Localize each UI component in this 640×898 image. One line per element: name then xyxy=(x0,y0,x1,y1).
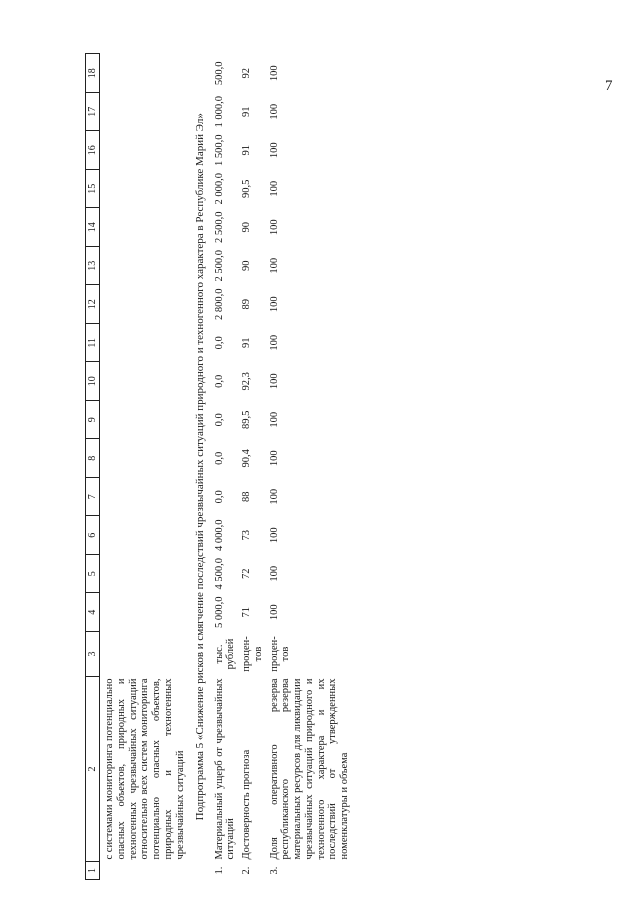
value-cell: 100 xyxy=(268,219,280,236)
header-cell: 12 xyxy=(86,285,100,324)
value-cell: 100 xyxy=(268,334,280,351)
value-cell: 100 xyxy=(268,527,280,544)
value-cell: 100 xyxy=(268,65,280,82)
header-cell: 2 xyxy=(86,677,100,862)
value-cell: 88 xyxy=(241,491,253,502)
value-cell: 73 xyxy=(241,530,253,541)
value-cell: 0,0 xyxy=(213,451,225,465)
header-cell: 3 xyxy=(86,632,100,677)
value-cell: 2 800,0 xyxy=(213,288,225,320)
value-cell: 2 000,0 xyxy=(213,173,225,205)
page-number: 7 xyxy=(605,78,613,94)
header-cell: 11 xyxy=(86,324,100,363)
row-number xyxy=(100,862,189,880)
header-cell: 7 xyxy=(86,478,100,517)
value-cell: 72 xyxy=(241,568,253,579)
continuation-row xyxy=(100,54,189,880)
table-row xyxy=(239,54,267,880)
value-cell: 90 xyxy=(241,260,253,271)
value-cell: 100 xyxy=(268,373,280,390)
value-cell: 91 xyxy=(241,145,253,156)
value-cell: 89 xyxy=(241,299,253,310)
unit-cell: процен-тов xyxy=(241,636,264,672)
row-number: 1. xyxy=(213,866,225,875)
header-cell: 16 xyxy=(86,131,100,170)
unit-cell: процен-тов xyxy=(268,636,292,672)
value-cell: 100 xyxy=(268,142,280,159)
header-cell: 17 xyxy=(86,93,100,132)
value-cell: 2 500,0 xyxy=(213,211,225,243)
table-row xyxy=(212,54,240,880)
header-cell: 15 xyxy=(86,170,100,209)
table-row xyxy=(267,54,353,880)
header-cell: 5 xyxy=(86,555,100,594)
value-cell: 100 xyxy=(268,450,280,467)
value-cell: 91 xyxy=(241,337,253,348)
value-cell: 71 xyxy=(241,607,253,618)
indicator-name: Доля оперативного резерва республиканского резерва материальных ресурсов для ликвидации чрезвычайных ситуаций природного и техногенного характера и их последствий от утвержденных номенклатуры и объема xyxy=(268,678,351,860)
value-cell: 92 xyxy=(241,68,253,79)
header-cell: 18 xyxy=(86,54,100,93)
value-cell: 100 xyxy=(268,411,280,428)
header-cell: 4 xyxy=(86,593,100,632)
value-cell: 100 xyxy=(268,103,280,120)
indicator-name: Материальный ущерб от чрезвычайных ситуаций xyxy=(213,678,237,860)
unit-cell: тыс. рублей xyxy=(213,638,237,670)
value-cell: 90,5 xyxy=(241,179,253,198)
value-cell: 500,0 xyxy=(213,61,225,86)
indicator-name: с системами мониторинга потенциально опасных объектов, природных и техногенных чрезвычайных ситуаций относительно всех систем мониторинга потенциально опасных объектов, природных и техногенных чрезвычайных ситуаций xyxy=(104,678,186,860)
value-cell: 100 xyxy=(268,257,280,274)
value-cell: 100 xyxy=(268,296,280,313)
value-cell: 2 500,0 xyxy=(213,250,225,282)
section-title: Подпрограмма 5 «Снижение рисков и смягчение последствий чрезвычайных ситуаций природного и техногенного характера в Республике Марий Эл» xyxy=(194,113,207,821)
section-row xyxy=(188,54,211,880)
value-cell: 0,0 xyxy=(213,336,225,350)
value-cell: 0,0 xyxy=(213,413,225,427)
value-cell: 90 xyxy=(241,222,253,233)
value-cell: 5 000,0 xyxy=(213,596,225,628)
value-cell: 92,3 xyxy=(241,372,253,391)
header-cell: 1 xyxy=(86,862,100,880)
value-cell: 1 000,0 xyxy=(213,96,225,128)
header-cell: 6 xyxy=(86,516,100,555)
row-number: 2. xyxy=(241,866,253,875)
header-cell: 9 xyxy=(86,401,100,440)
value-cell: 91 xyxy=(241,106,253,117)
value-cell: 100 xyxy=(268,604,280,621)
indicator-name: Достоверность прогноза xyxy=(241,749,253,860)
value-cell: 100 xyxy=(268,488,280,505)
row-number: 3. xyxy=(268,866,280,875)
header-cell: 13 xyxy=(86,247,100,286)
header-row xyxy=(86,54,100,880)
header-cell: 10 xyxy=(86,362,100,401)
value-cell: 1 500,0 xyxy=(213,134,225,166)
header-cell: 14 xyxy=(86,208,100,247)
value-cell: 0,0 xyxy=(213,374,225,388)
indicators-table xyxy=(85,54,353,881)
header-cell: 8 xyxy=(86,439,100,478)
value-cell: 89,5 xyxy=(241,410,253,429)
value-cell: 4 000,0 xyxy=(213,519,225,551)
rotated-table-page xyxy=(85,0,640,880)
value-cell: 100 xyxy=(268,565,280,582)
value-cell: 90,4 xyxy=(241,449,253,468)
value-cell: 0,0 xyxy=(213,490,225,504)
value-cell: 100 xyxy=(268,180,280,197)
empty-cells xyxy=(100,54,189,677)
value-cell: 4 500,0 xyxy=(213,558,225,590)
